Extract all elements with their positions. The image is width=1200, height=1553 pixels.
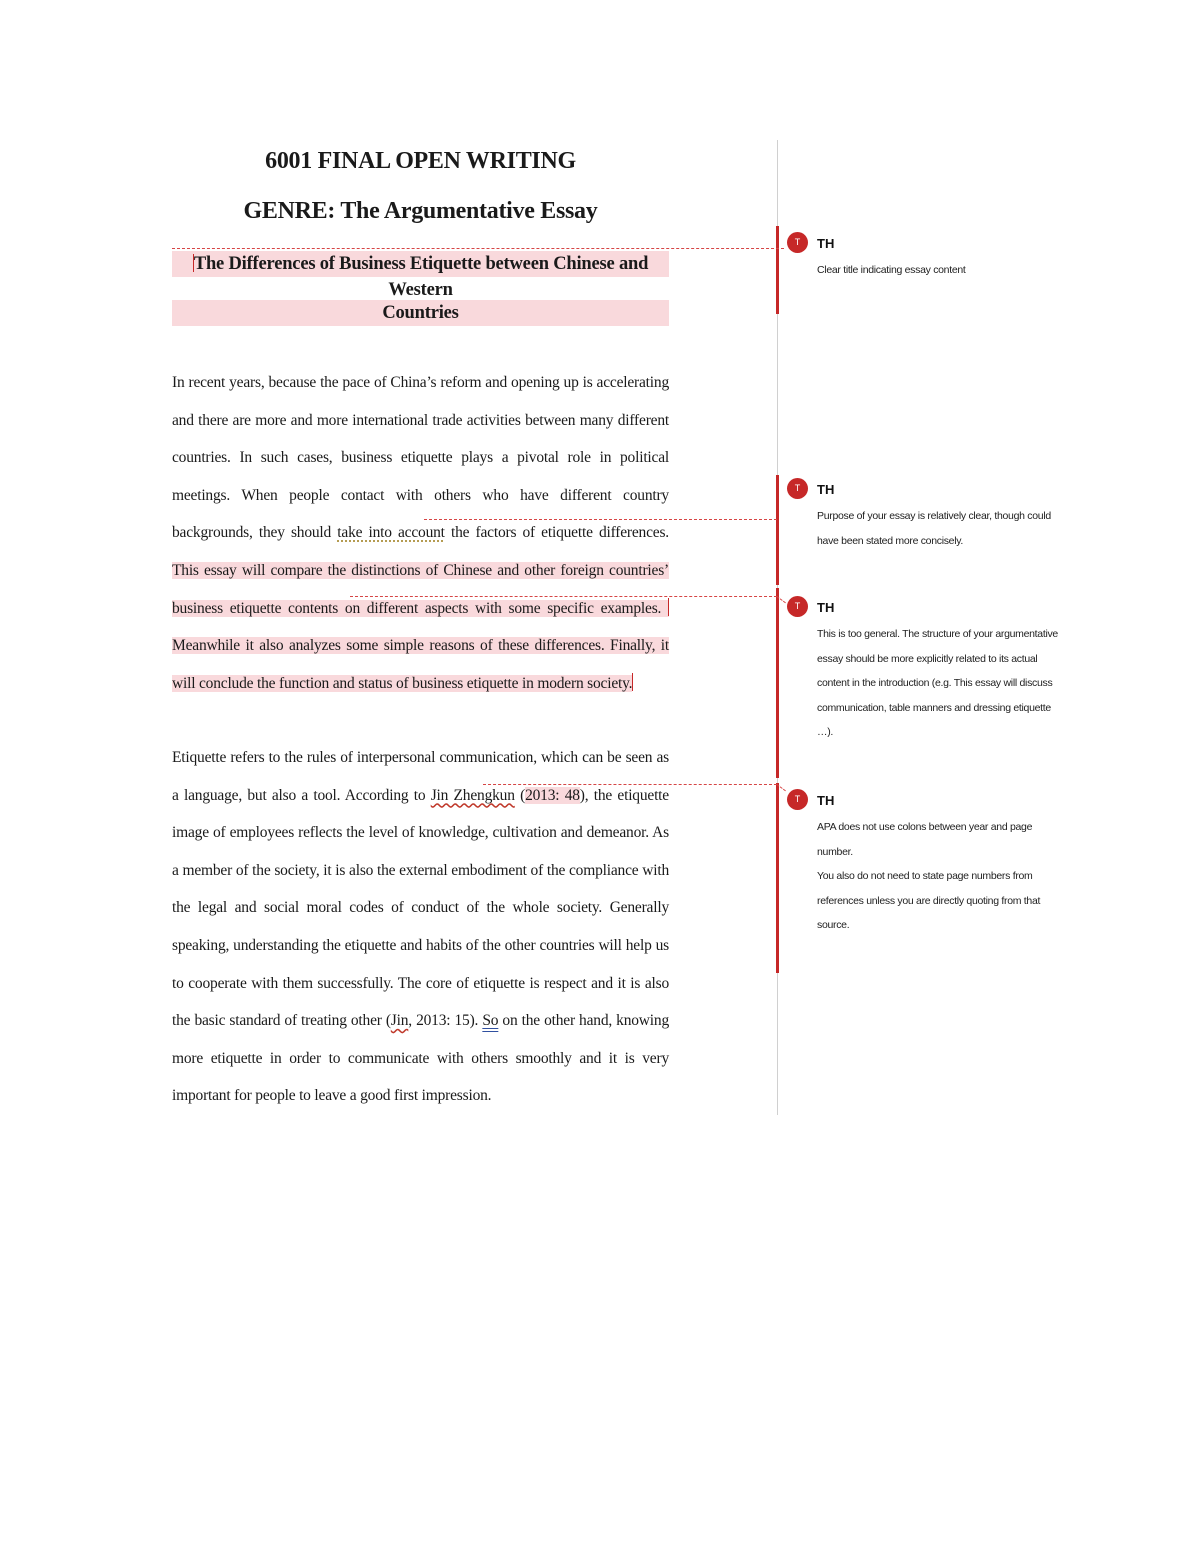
comment-text: Clear title indicating essay content	[817, 264, 966, 276]
commented-text[interactable]: This essay will compare the distinctions of Chinese and other foreign countries’ business etiquette contents on different aspects with some specific examples.	[172, 561, 669, 617]
comment-text: Purpose of your essay is relatively clear, though could have been stated more concisely.	[817, 510, 1051, 547]
spelling-flag[interactable]: Jin Zhengkun	[430, 786, 515, 804]
avatar: T	[787, 232, 808, 253]
avatar: T	[787, 789, 808, 810]
comment-range-bar	[776, 226, 779, 314]
paragraph-introduction: In recent years, because the pace of China’s reform and opening up is accelerating and there are more and more international trade activities between many different countries. In such cases, business etiquette plays a pivotal role in political meetings. When people contact with others who have different country backgrounds, they should take into account the factors of etiquette differences. This essay will compare the distinctions of Chinese and other foreign countries’ business etiquette contents on different aspects with some specific examples. Meanwhile it also analyzes some simple reasons of these differences. Finally, it will conclude the function and status of business etiquette in modern society.	[172, 374, 669, 692]
comment-author: TH	[817, 600, 835, 615]
comment-connector	[483, 784, 777, 785]
avatar: T	[787, 478, 808, 499]
comment-anchor-marker	[668, 598, 669, 616]
grammar-flag[interactable]: So	[482, 1012, 499, 1030]
avatar: T	[787, 596, 808, 617]
paragraph-body: Etiquette refers to the rules of interpersonal communication, which can be seen as a language, but also a tool. According to Jin Zhengkun (2013: 48), the etiquette image of employees reflects the level of knowledge, cultivation and demeanor. As a member of the society, it is also the external embodiment of the compliance with the legal and social moral codes of conduct of the whole society. Generally speaking, understanding the etiquette and habits of the other countries will help us to cooperate with them successfully. The core of etiquette is respect and it is also the basic standard of treating other (Jin, 2013: 15). So on the other hand, knowing more etiquette in order to communicate with others smoothly and it is very important for people to leave a good first impression.	[172, 749, 669, 1105]
essay-title-line-1[interactable]: The Differences of Business Etiquette between Chinese and Western	[172, 251, 669, 277]
grammar-flag[interactable]: take into account	[337, 524, 445, 542]
commented-text[interactable]: 2013: 48	[525, 786, 580, 804]
comment-range-bar	[776, 588, 779, 778]
comment-range-bar	[776, 475, 779, 585]
comment-connector	[172, 248, 784, 249]
document-heading: 6001 FINAL OPEN WRITING	[265, 148, 576, 174]
comment-range-bar	[776, 783, 779, 973]
essay-title-line-2[interactable]: Countries	[172, 300, 669, 326]
comment-author: TH	[817, 482, 835, 497]
comment-text: This is too general. The structure of your argumentative essay should be more explicitly related to its actual content in the introduction (e.g. This essay will discuss communication, table manners and dressing etiquette …).	[817, 628, 1058, 738]
commented-text[interactable]: Meanwhile it also analyzes some simple reasons of these differences. Finally, it will conclude the function and status of business etiquette in modern society.	[172, 637, 669, 692]
comment-author: TH	[817, 793, 835, 808]
spelling-flag[interactable]: Jin	[390, 1012, 409, 1030]
comment-connector	[350, 596, 777, 597]
comment-text: APA does not use colons between year and page number. You also do not need to state page numbers from references unless you are directly quoting from that source.	[817, 821, 1041, 931]
comment-author: TH	[817, 236, 835, 251]
genre-heading: GENRE: The Argumentative Essay	[243, 198, 598, 224]
comment-connector	[424, 519, 777, 520]
comment-anchor-marker	[632, 673, 633, 691]
